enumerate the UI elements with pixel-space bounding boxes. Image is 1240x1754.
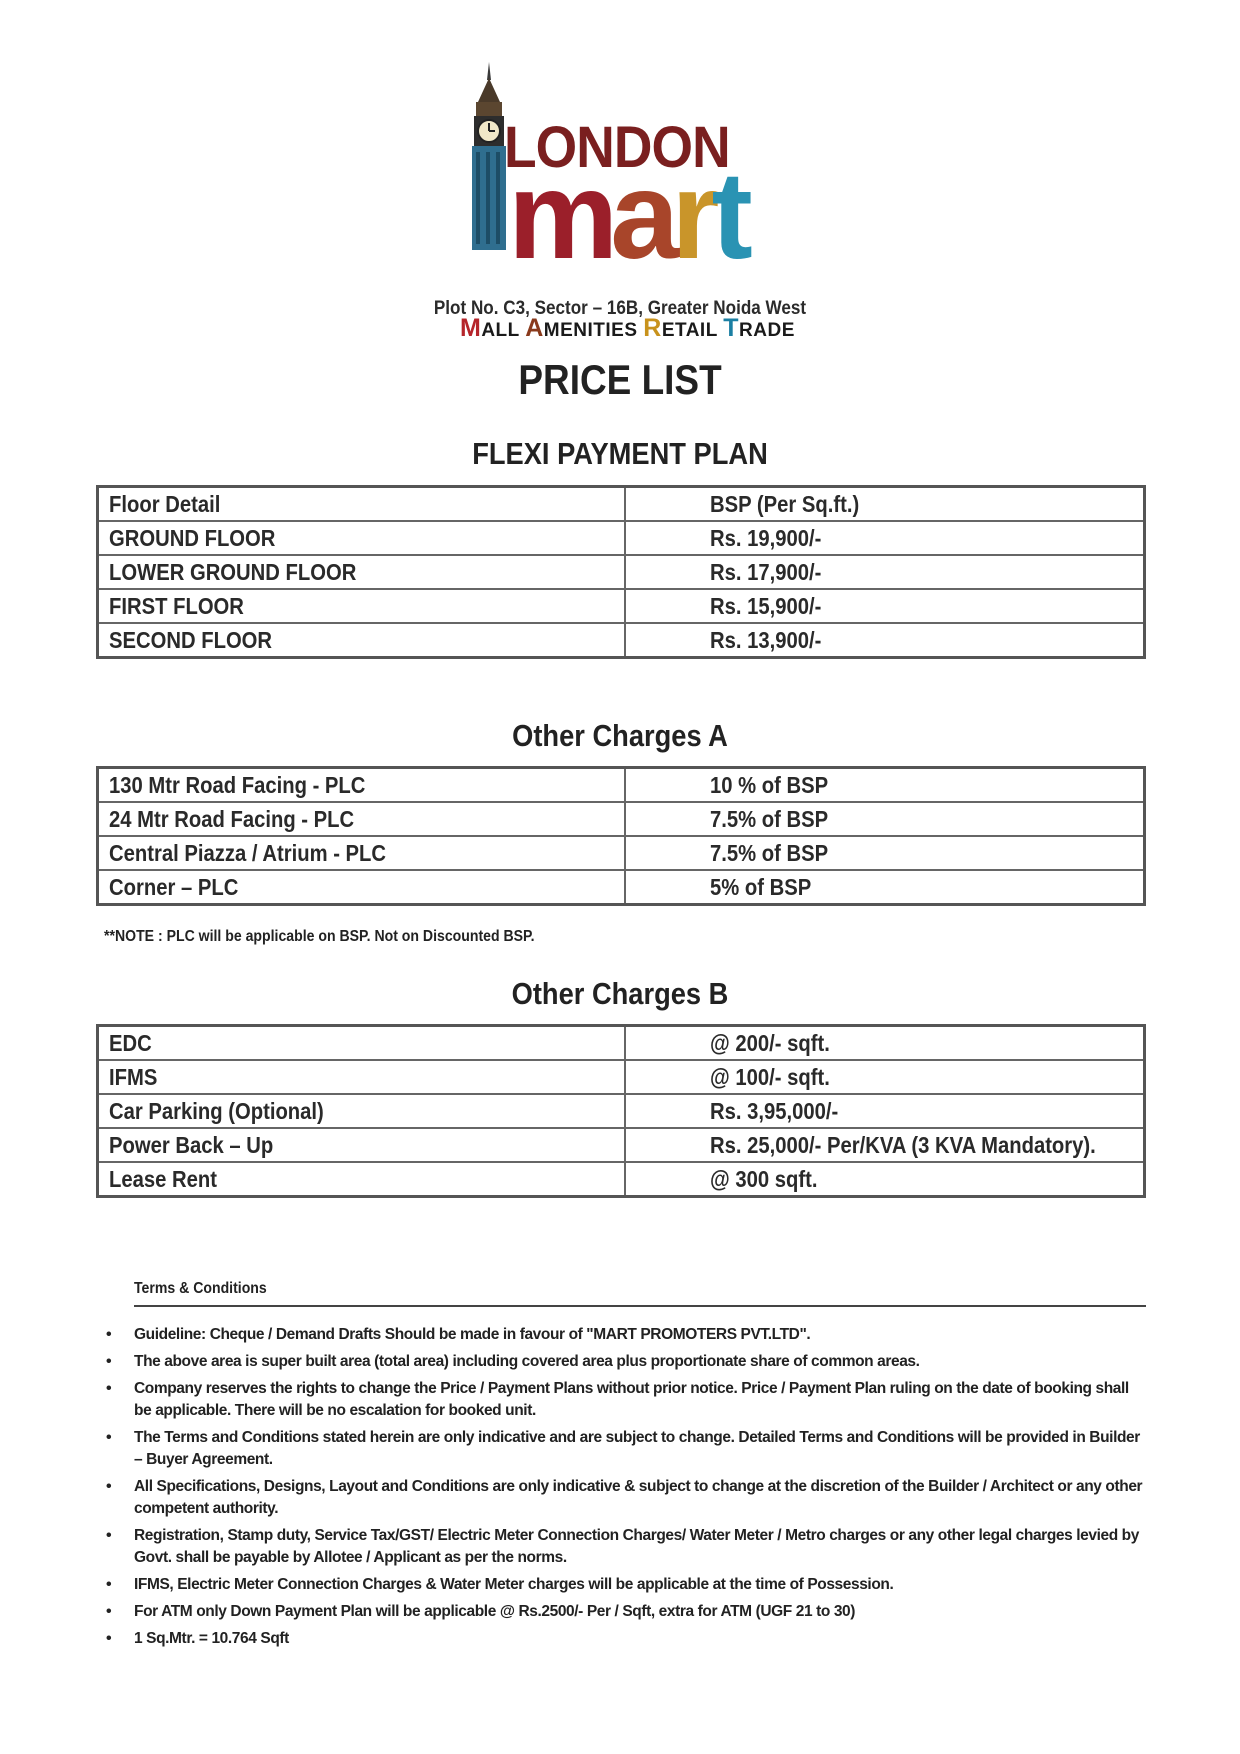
floor-price: Rs. 13,900/-	[710, 626, 822, 653]
list-item: • Company reserves the rights to change the Price / Payment Plans without prior notice. Price / Payment Plan ruling on the date of booking shall be applicable. There will be no escalation for booked unit.	[104, 1378, 1148, 1422]
charge-value: 5% of BSP	[710, 873, 812, 900]
charge-label: Lease Rent	[109, 1165, 217, 1192]
charge-value: 7.5% of BSP	[710, 805, 829, 832]
table-row	[98, 623, 1145, 658]
table-row	[98, 589, 1145, 623]
table-row	[98, 836, 1145, 870]
list-item: • All Specifications, Designs, Layout and Conditions are only indicative & subject to change at the discretion of the Builder / Architect or any other competent authority.	[104, 1476, 1148, 1520]
floor-price: Rs. 17,900/-	[710, 558, 822, 585]
charge-value: @ 100/- sqft.	[710, 1063, 830, 1090]
tagline-word-4: TRADE	[723, 314, 795, 342]
table-row	[98, 1162, 1145, 1197]
header-bsp: BSP (Per Sq.ft.)	[710, 490, 860, 517]
table-row	[98, 1094, 1145, 1128]
charge-value: 7.5% of BSP	[710, 839, 829, 866]
list-item: • Guideline: Cheque / Demand Drafts Should be made in favour of "MART PROMOTERS PVT.LTD".	[104, 1324, 1148, 1346]
charges-a-table	[96, 766, 1146, 906]
logo-mart-text	[508, 147, 745, 285]
list-item: • For ATM only Down Payment Plan will be applicable @ Rs.2500/- Per / Sqft, extra for ATM (UGF 21 to 30)	[104, 1601, 1148, 1623]
floor-name: LOWER GROUND FLOOR	[109, 558, 357, 585]
list-item: • IFMS, Electric Meter Connection Charges & Water Meter charges will be applicable at the time of Possession.	[104, 1574, 1148, 1596]
charges-a-heading: Other Charges A	[512, 718, 728, 753]
address: Plot No. C3, Sector – 16B, Greater Noida West	[433, 298, 807, 319]
charges-b-table	[96, 1024, 1146, 1198]
list-item: • 1 Sq.Mtr. = 10.764 Sqft	[104, 1628, 1148, 1650]
logo-mart-word: mart	[508, 147, 745, 285]
floor-price: Rs. 15,900/-	[710, 592, 822, 619]
tagline-word-2: AMENITIES	[525, 314, 638, 342]
charges-b-heading: Other Charges B	[511, 976, 729, 1011]
charge-label: Corner – PLC	[109, 873, 239, 900]
table-row	[98, 870, 1145, 905]
table-row	[98, 521, 1145, 555]
charge-label: Car Parking (Optional)	[109, 1097, 324, 1124]
floor-price: Rs. 19,900/-	[710, 524, 822, 551]
table-row	[98, 802, 1145, 836]
charge-value: @ 300 sqft.	[710, 1165, 818, 1192]
charge-label: 24 Mtr Road Facing - PLC	[109, 805, 355, 832]
charge-label: IFMS	[109, 1063, 158, 1090]
charge-label: EDC	[109, 1029, 152, 1056]
table-row	[98, 768, 1145, 803]
table-row	[98, 555, 1145, 589]
tagline-word-3: RETAIL	[643, 314, 718, 342]
flexi-table	[96, 485, 1146, 659]
terms-divider	[134, 1305, 1146, 1307]
charge-label: Central Piazza / Atrium - PLC	[109, 839, 387, 866]
floor-name: SECOND FLOOR	[109, 626, 273, 653]
charge-value: Rs. 25,000/- Per/KVA (3 KVA Mandatory).	[710, 1131, 1096, 1158]
floor-name: FIRST FLOOR	[109, 592, 244, 619]
plc-note: **NOTE : PLC will be applicable on BSP. Not on Discounted BSP.	[104, 928, 535, 945]
table-header-row	[98, 487, 1145, 522]
charge-value: @ 200/- sqft.	[710, 1029, 830, 1056]
table-row	[98, 1060, 1145, 1094]
list-item: • The Terms and Conditions stated herein are only indicative and are subject to change. Detailed Terms and Conditions will be provided in Builder – Buyer Agreement.	[104, 1427, 1148, 1471]
tagline-word-1: MALL	[460, 314, 520, 342]
header-floor-detail: Floor Detail	[109, 490, 221, 517]
charge-label: Power Back – Up	[109, 1131, 274, 1158]
charge-value: 10 % of BSP	[710, 771, 829, 798]
floor-name: GROUND FLOOR	[109, 524, 276, 551]
list-item: • Registration, Stamp duty, Service Tax/GST/ Electric Meter Connection Charges/ Water Meter / Metro charges or any other legal charges levied by Govt. shall be payable by Allotee / Applicant as per the norms.	[104, 1525, 1148, 1569]
charge-value: Rs. 3,95,000/-	[710, 1097, 839, 1124]
terms-heading: Terms & Conditions	[134, 1280, 267, 1297]
page-title: PRICE LIST	[518, 356, 722, 403]
table-row	[98, 1026, 1145, 1061]
terms-list	[104, 1324, 1148, 1655]
charge-label: 130 Mtr Road Facing - PLC	[109, 771, 366, 798]
flexi-heading: FLEXI PAYMENT PLAN	[472, 436, 768, 471]
logo-london-text: LONDON	[504, 115, 730, 180]
table-row	[98, 1128, 1145, 1162]
list-item: • The above area is super built area (total area) including covered area plus proportionate share of common areas.	[104, 1351, 1148, 1373]
